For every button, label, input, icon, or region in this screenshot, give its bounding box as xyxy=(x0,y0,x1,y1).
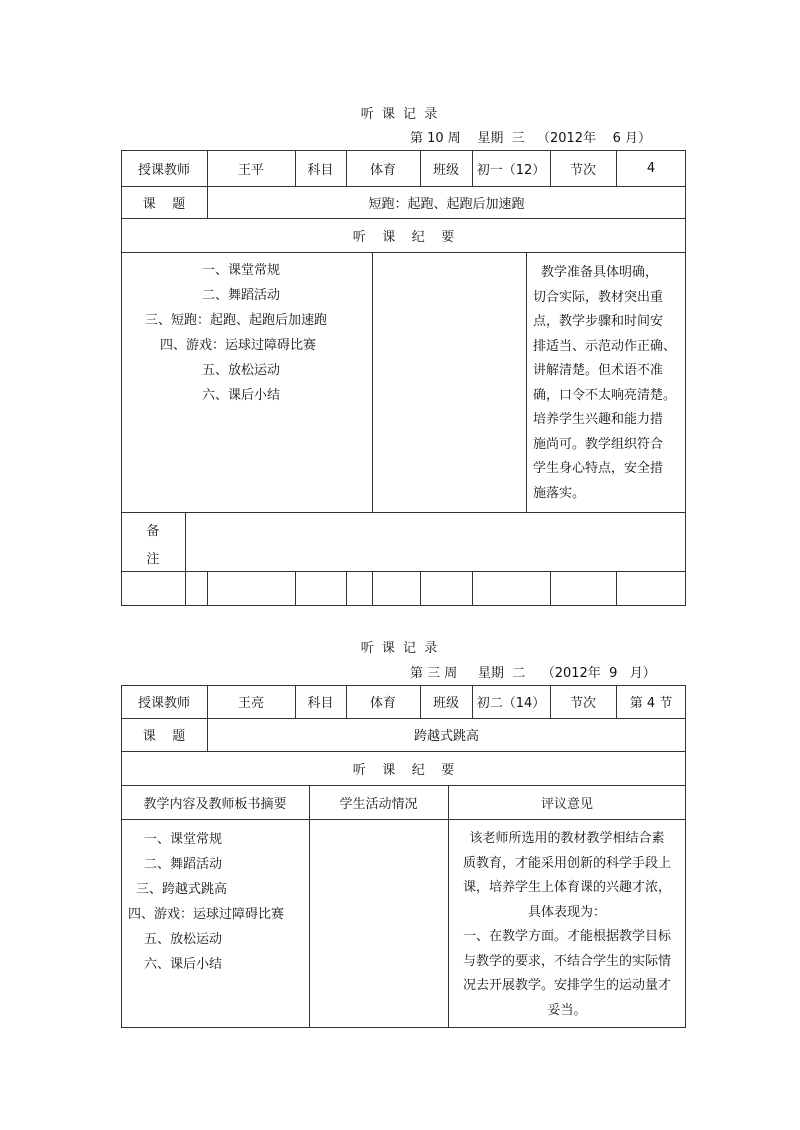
list-item: 二、舞蹈活动 xyxy=(144,857,223,872)
r2-subject: 体育 xyxy=(369,696,396,711)
r2-topic-label: 课 题 xyxy=(142,729,186,744)
r2-label-teacher: 授课教师 xyxy=(137,696,190,711)
r2-period: 第 4 节 xyxy=(629,696,673,711)
list-item: 一、课堂常规 xyxy=(144,832,223,847)
comment-line: 教学准备具体明确， xyxy=(541,265,659,280)
list-item: 一、课堂常规 xyxy=(202,263,281,278)
comment-line: 具体表现为： xyxy=(527,904,606,920)
r1-class: 初一（12） xyxy=(476,162,546,178)
r1-topic: 短跑：起跑、起跑后加速跑 xyxy=(368,196,525,212)
list-item: 四、游戏：运球过障碍比赛 xyxy=(160,338,317,353)
comment-line: 妥当。 xyxy=(547,1002,587,1018)
r2-topic: 跨越式跳高 xyxy=(413,729,479,744)
r2-comment xyxy=(450,827,684,1023)
r2-section-title: 听 课 纪 要 xyxy=(352,762,455,778)
r1-subject: 体育 xyxy=(369,162,396,178)
r1-label-class: 班级 xyxy=(432,162,459,178)
r1-topic-label: 课 题 xyxy=(142,196,186,212)
comment-line: 学生身心特点，安全措 xyxy=(533,461,664,476)
list-item: 二、舞蹈活动 xyxy=(202,288,281,303)
list-item: 六、课后小结 xyxy=(202,388,281,403)
list-item: 六、课后小结 xyxy=(144,957,223,972)
comment-line: 切合实际，教材突出重 xyxy=(533,289,664,305)
comment-line: 点，教学步骤和时间安 xyxy=(533,314,664,329)
r1-content-list xyxy=(145,258,369,408)
list-item: 五、放松运动 xyxy=(202,363,281,378)
comment-line: 与教学的要求，不结合学生的实际情 xyxy=(462,953,671,969)
comment-line: 施落实。 xyxy=(533,485,586,501)
record1-date: 第 10 周 星期 三 （2012年 6 月） xyxy=(410,131,652,146)
comment-line: 确，口令不太响亮清楚。 xyxy=(533,387,677,403)
list-item: 四、游戏：运球过障碍比赛 xyxy=(128,907,285,922)
r2-content-list xyxy=(128,827,306,977)
comment-line: 况去开展教学。安排学生的运动量才 xyxy=(462,978,671,993)
comment-line: 排适当、示范动作正确、 xyxy=(533,338,677,354)
r2-label-period: 节次 xyxy=(569,696,596,711)
r2-label-subject: 科目 xyxy=(307,696,334,711)
record1-title: 听 课 记 录 xyxy=(360,107,440,122)
r2-teacher: 王亮 xyxy=(237,696,264,711)
comment-line: 该老师所选用的教材教学相结合素 xyxy=(469,831,665,846)
list-item: 五、放松运动 xyxy=(144,932,223,947)
r1-label-period: 节次 xyxy=(569,162,596,178)
r1-section-title: 听 课 纪 要 xyxy=(352,229,455,245)
comment-line: 课，培养学生上体育课的兴趣才浓， xyxy=(462,880,671,895)
r1-label-teacher: 授课教师 xyxy=(137,162,190,178)
comment-line: 培养学生兴趣和能力措 xyxy=(533,412,664,427)
comment-line: 质教育，才能采用创新的科学手段上 xyxy=(462,855,671,871)
r1-period: 4 xyxy=(646,160,656,176)
record2-date: 第 三 周 星期 二 （2012年 9 月） xyxy=(410,666,656,681)
r2-label-class: 班级 xyxy=(432,696,459,711)
comment-line: 讲解清楚。但术语不准 xyxy=(533,363,664,378)
r2-class: 初二（14） xyxy=(476,696,546,711)
r1-label-subject: 科目 xyxy=(307,162,334,178)
r2-col-header-comment: 评议意见 xyxy=(540,796,593,812)
list-item: 三、短跑：起跑、起跑后加速跑 xyxy=(145,313,328,328)
r2-col-header-activity: 学生活动情况 xyxy=(339,796,418,812)
r1-remark-label-1: 备 xyxy=(146,523,160,539)
comment-line: 一、在教学方面。才能根据教学目标 xyxy=(462,929,671,944)
list-item: 三、跨越式跳高 xyxy=(136,882,228,897)
r1-comment xyxy=(533,261,683,506)
r2-col-header-content: 教学内容及教师板书摘要 xyxy=(143,796,287,812)
comment-line: 施尚可。教学组织符合 xyxy=(533,436,664,452)
r1-remark-label-2: 注 xyxy=(146,551,160,567)
record2-title: 听 课 记 录 xyxy=(360,641,440,656)
r1-teacher: 王平 xyxy=(237,162,264,178)
